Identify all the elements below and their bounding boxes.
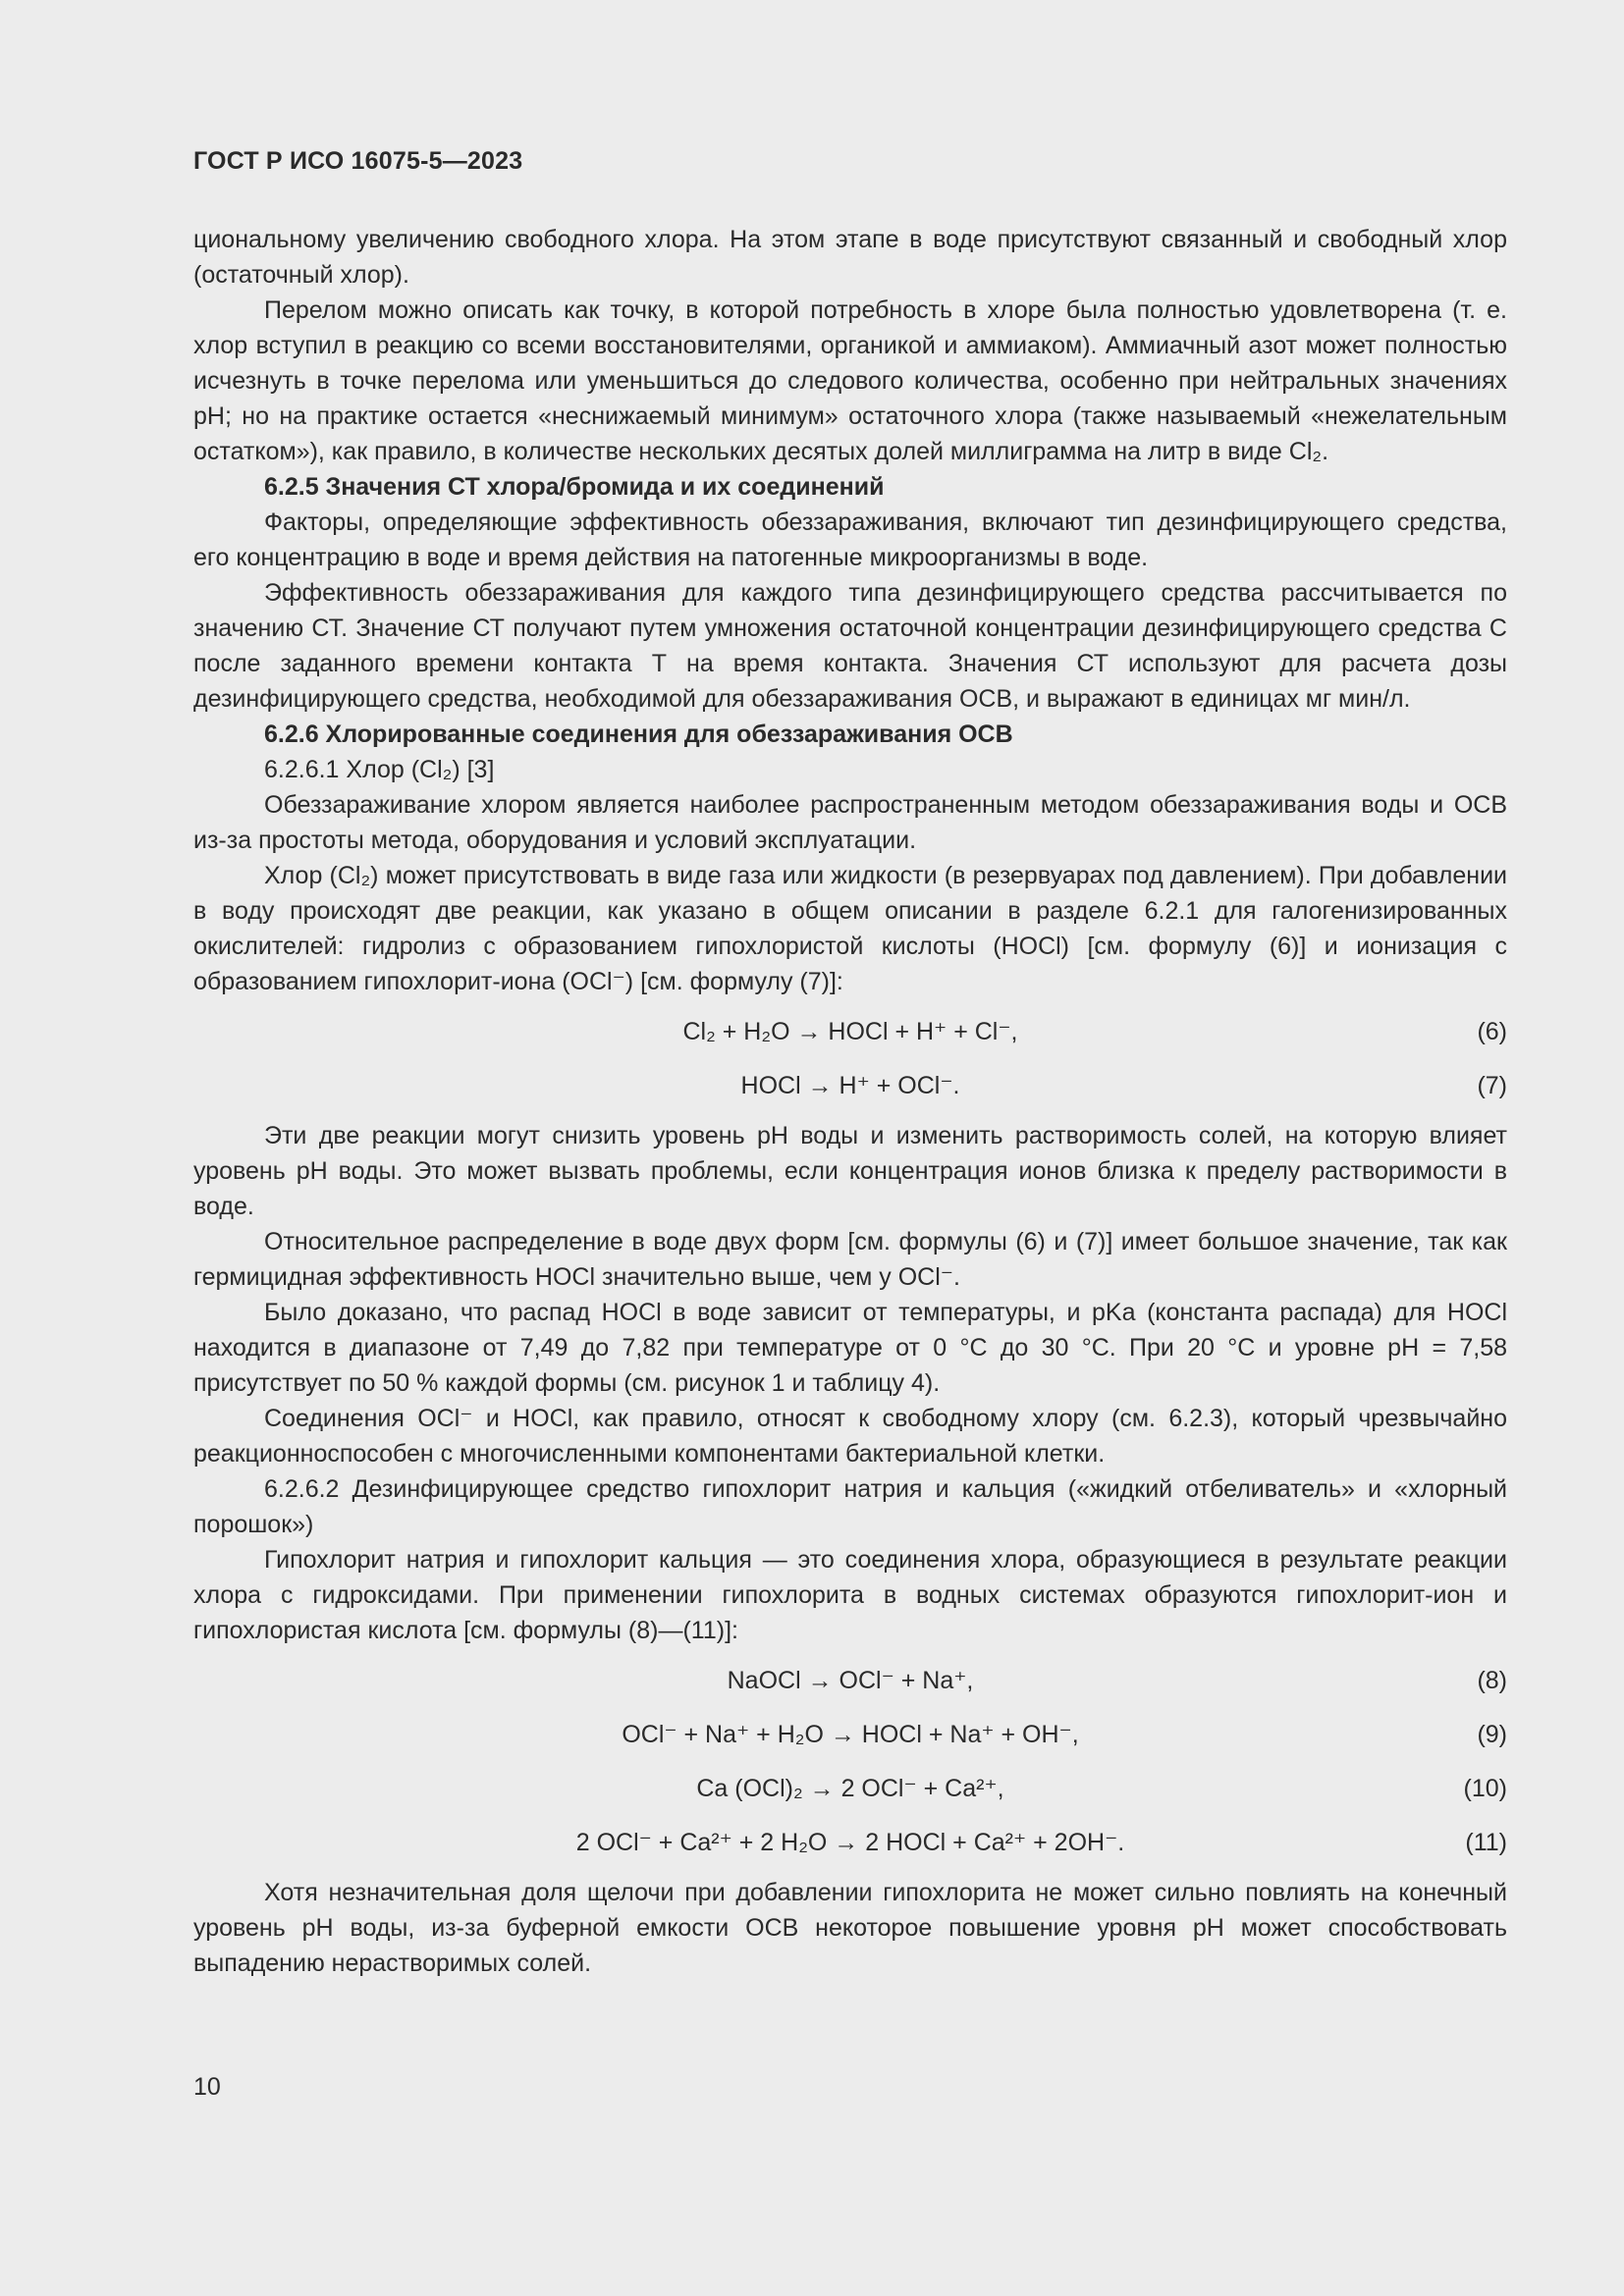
section-heading-6-2-5: 6.2.5 Значения СТ хлора/бромида и их соединений	[264, 473, 885, 501]
paragraph-alkali: Хотя незначительная доля щелочи при добавлении гипохлорита не может сильно повлиять на конечный уровень pH воды, из-за буферной емкости ОСВ некоторое повышение уровня pH может способствовать выпадению нерастворимых солей.	[193, 1879, 1507, 1977]
formula-number: (7)	[1477, 1072, 1507, 1099]
paragraph-chlorine-reactions: Хлор (Cl₂) может присутствовать в виде газа или жидкости (в резервуарах под давлением). При добавлении в воду происходят две реакции, как указано в общем описании в разделе 6.2.1 для галогенизированных окислителей: гидролиз с образованием гипохлористой кислоты (HOCl) [см. формулу (6)] и ионизация с образованием гипохлорит-иона (OCl⁻) [см. формулу (7)]:	[193, 862, 1507, 995]
subsection-heading-6-2-6-1: 6.2.6.1 Хлор (Cl₂) [3]	[264, 756, 495, 783]
paragraph-breakpoint: Перелом можно описать как точку, в которой потребность в хлоре была полностью удовлетворена (т. е. хлор вступил в реакцию со всеми восстановителями, органикой и аммиаком). Аммиачный азот может полностью исчезнуть в точке перелома или уменьшиться до следового количества, особенно при нейтральных значениях pH; но на практике остается «неснижаемый минимум» остаточного хлора (также называемый «нежелательным остатком»), как правило, в количестве нескольких десятых долей миллиграмма на литр в виде Cl₂.	[193, 296, 1507, 465]
paragraph-factors: Факторы, определяющие эффективность обеззараживания, включают тип дезинфицирующего средства, его концентрацию в воде и время действия на патогенные микроорганизмы в воде.	[193, 508, 1507, 571]
formula-9	[193, 1716, 1507, 1753]
formula-number: (8)	[1477, 1667, 1507, 1694]
formula-text: OCl⁻ + Na⁺ + H₂O → HOCl + Na⁺ + OH⁻,	[622, 1721, 1079, 1748]
formula-number: (6)	[1477, 1018, 1507, 1045]
formula-10	[193, 1770, 1507, 1807]
paragraph-continuation: циональному увеличению свободного хлора. На этом этапе в воде присутствуют связанный и свободный хлор (остаточный хлор).	[193, 226, 1507, 289]
subsection-heading-6-2-6-2: 6.2.6.2 Дезинфицирующее средство гипохлорит натрия и кальция («жидкий отбеливатель» и «хлорный порошок»)	[193, 1475, 1507, 1538]
paragraph-hypochlorite: Гипохлорит натрия и гипохлорит кальция — это соединения хлора, образующиеся в результате реакции хлора с гидроксидами. При применении гипохлорита в водных системах образуются гипохлорит-ион и гипохлористая кислота [см. формулы (8)—(11)]:	[193, 1546, 1507, 1644]
formula-text: NaOCl → OCl⁻ + Na⁺,	[727, 1667, 974, 1694]
formula-7	[193, 1067, 1507, 1104]
formula-11	[193, 1824, 1507, 1861]
section-heading-6-2-6: 6.2.6 Хлорированные соединения для обеззараживания ОСВ	[264, 721, 1013, 748]
paragraph-pka: Было доказано, что распад HOCl в воде зависит от температуры, и pKa (константа распада) для HOCl находится в диапазоне от 7,49 до 7,82 при температуре от 0 °С до 30 °С. При 20 °С и уровне pH = 7,58 присутствует по 50 % каждой формы (см. рисунок 1 и таблицу 4).	[193, 1299, 1507, 1397]
formula-8	[193, 1662, 1507, 1699]
document-body	[193, 222, 1507, 1981]
paragraph-ph-effect: Эти две реакции могут снизить уровень pH воды и изменить растворимость солей, на которую влияет уровень pH воды. Это может вызвать проблемы, если концентрация ионов близка к пределу растворимости в воде.	[193, 1122, 1507, 1220]
paragraph-distribution: Относительное распределение в воде двух форм [см. формулы (6) и (7)] имеет большое значение, так как гермицидная эффективность HOCl значительно выше, чем у OCl⁻.	[193, 1228, 1507, 1291]
formula-text: Cl₂ + H₂O → HOCl + H⁺ + Cl⁻,	[682, 1018, 1018, 1045]
formula-text: 2 OCl⁻ + Ca²⁺ + 2 H₂O → 2 HOCl + Ca²⁺ + 2OH⁻.	[575, 1829, 1125, 1856]
formula-text: Ca (OCl)₂ → 2 OCl⁻ + Ca²⁺,	[696, 1775, 1004, 1802]
formula-text: HOCl → H⁺ + OCl⁻.	[740, 1072, 960, 1099]
paragraph-chlorine-common: Обеззараживание хлором является наиболее распространенным методом обеззараживания воды и ОСВ из-за простоты метода, оборудования и условий эксплуатации.	[193, 791, 1507, 854]
document-header: ГОСТ Р ИСО 16075-5—2023	[193, 147, 523, 175]
formula-6	[193, 1013, 1507, 1050]
page-number: 10	[193, 2073, 221, 2101]
formula-number: (9)	[1477, 1721, 1507, 1748]
paragraph-ct-value: Эффективность обеззараживания для каждого типа дезинфицирующего средства рассчитывается по значению СТ. Значение СТ получают путем умножения остаточной концентрации дезинфицирующего средства С после заданного времени контакта Т на время контакта. Значения СТ используют для расчета дозы дезинфицирующего средства, необходимой для обеззараживания ОСВ, и выражают в единицах мг мин/л.	[193, 579, 1507, 713]
formula-number: (10)	[1463, 1775, 1507, 1802]
formula-number: (11)	[1465, 1829, 1507, 1856]
paragraph-free-chlorine: Соединения OCl⁻ и HOCl, как правило, относят к свободному хлору (см. 6.2.3), который чрезвычайно реакционноспособен с многочисленными компонентами бактериальной клетки.	[193, 1405, 1507, 1468]
